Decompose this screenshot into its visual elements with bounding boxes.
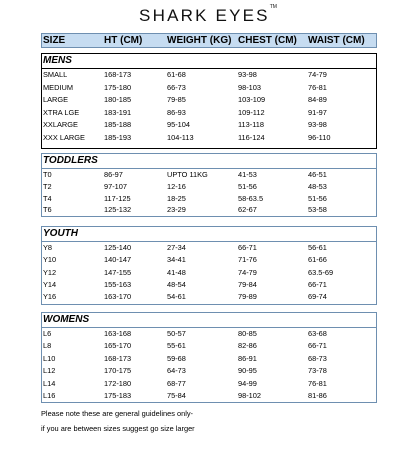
cell-weight: 12-16	[167, 181, 186, 191]
table-row	[42, 181, 376, 193]
cell-size: L10	[43, 353, 56, 363]
cell-chest: 79-84	[238, 279, 257, 289]
section-youth	[41, 226, 377, 305]
table-row	[42, 82, 376, 94]
cell-chest: 86-91	[238, 353, 257, 363]
cell-chest: 113-118	[238, 120, 265, 129]
trademark-mark: TM	[269, 4, 277, 10]
cell-size: XTRA LGE	[43, 107, 80, 117]
cell-waist: 48-53	[308, 181, 327, 191]
cell-weight: 55-61	[167, 341, 186, 351]
cell-height: 140-147	[104, 255, 132, 265]
brand-title	[0, 6, 416, 26]
table-row	[42, 242, 376, 254]
cell-weight: 75-84	[167, 391, 186, 400]
table-row	[42, 340, 376, 352]
cell-weight: 34-41	[167, 255, 186, 265]
cell-waist: 63-68	[308, 329, 327, 338]
table-row	[42, 291, 376, 303]
cell-height: 125-132	[104, 205, 132, 215]
cell-weight: 66-73	[167, 82, 186, 92]
cell-chest: 51-56	[238, 181, 257, 191]
table-row	[42, 365, 376, 377]
cell-weight: 23-29	[167, 205, 186, 215]
table-row	[42, 390, 376, 402]
cell-weight: 48-54	[167, 279, 186, 289]
cell-chest: 82-86	[238, 341, 257, 351]
cell-size: Y8	[43, 243, 53, 252]
cell-size: T4	[43, 193, 52, 203]
cell-chest: 79-89	[238, 292, 257, 302]
cell-height: 185-188	[104, 120, 132, 129]
cell-size: SMALL	[43, 70, 68, 79]
cell-size: Y16	[43, 292, 57, 302]
cell-waist: 76-81	[308, 82, 327, 92]
section-title-mens: MENS	[43, 55, 72, 66]
cell-size: T2	[43, 181, 52, 191]
section-womens	[41, 312, 377, 403]
cell-weight: UPTO 11KG	[167, 170, 208, 179]
cell-waist: 63.5-69	[308, 267, 334, 277]
column-header-bar	[41, 33, 377, 48]
table-row	[42, 254, 376, 266]
cell-size: L6	[43, 329, 52, 338]
cell-size: Y14	[43, 279, 57, 289]
table-row	[42, 94, 376, 106]
cell-height: 185-193	[104, 132, 132, 142]
cell-height: 172-180	[104, 378, 132, 388]
cell-weight: 79-85	[167, 95, 186, 104]
table-row	[42, 107, 376, 119]
section-title-womens: WOMENS	[43, 314, 90, 325]
cell-height: 175-180	[104, 82, 132, 92]
table-row	[42, 169, 376, 181]
table-row	[42, 279, 376, 291]
cell-chest: 98-103	[238, 82, 262, 92]
cell-chest: 62-67	[238, 205, 257, 215]
table-row	[42, 378, 376, 390]
cell-chest: 74-79	[238, 267, 257, 277]
cell-size: T0	[43, 170, 52, 179]
column-header-waist: WAIST (CM)	[308, 35, 365, 46]
brand-name: SHARK EYES	[139, 6, 270, 25]
cell-height: 175-183	[104, 391, 132, 400]
cell-chest: 98-102	[238, 391, 262, 400]
cell-chest: 94-99	[238, 378, 257, 388]
table-row	[42, 204, 376, 216]
cell-height: 183-191	[104, 107, 132, 117]
cell-weight: 68-77	[167, 378, 186, 388]
cell-size: L8	[43, 341, 52, 351]
cell-weight: 61-68	[167, 70, 186, 79]
cell-size: T6	[43, 205, 52, 215]
cell-waist: 56-61	[308, 243, 327, 252]
cell-size: LARGE	[43, 95, 69, 104]
cell-waist: 66-71	[308, 279, 327, 289]
cell-waist: 73-78	[308, 366, 327, 376]
section-toddlers	[41, 153, 377, 217]
guideline-note-line-1: Please note these are general guidelines only-	[41, 409, 194, 418]
cell-waist: 66-71	[308, 341, 327, 351]
cell-size: L12	[43, 366, 56, 376]
cell-waist: 68-73	[308, 353, 327, 363]
cell-chest: 103-109	[238, 95, 266, 104]
cell-weight: 50-57	[167, 329, 186, 338]
cell-waist: 74-79	[308, 70, 327, 79]
cell-height: 97-107	[104, 181, 128, 191]
cell-waist: 76-81	[308, 378, 327, 388]
cell-height: 168-173	[104, 353, 132, 363]
cell-height: 168-173	[104, 70, 132, 79]
cell-chest: 90-95	[238, 366, 257, 376]
section-title-toddlers: TODDLERS	[43, 155, 98, 166]
cell-height: 155-163	[104, 279, 132, 289]
cell-waist: 96-110	[308, 132, 331, 142]
cell-waist: 46-51	[308, 170, 327, 179]
cell-weight: 41-48	[167, 267, 186, 277]
cell-chest: 80-85	[238, 329, 257, 338]
cell-waist: 84-89	[308, 95, 327, 104]
cell-chest: 41-53	[238, 170, 257, 179]
cell-height: 117-125	[104, 193, 131, 203]
cell-chest: 66-71	[238, 243, 257, 252]
column-header-weight: WEIGHT (KG)	[167, 35, 232, 46]
cell-weight: 86-93	[167, 107, 186, 117]
cell-size: XXX LARGE	[43, 132, 85, 142]
cell-waist: 69-74	[308, 292, 327, 302]
column-header-size: SIZE	[43, 35, 66, 46]
cell-weight: 54-61	[167, 292, 186, 302]
table-row	[42, 69, 376, 81]
table-row	[42, 353, 376, 365]
cell-weight: 59-68	[167, 353, 186, 363]
cell-height: 170-175	[104, 366, 132, 376]
cell-height: 163-170	[104, 292, 132, 302]
cell-waist: 93-98	[308, 120, 327, 129]
cell-height: 180-185	[104, 95, 132, 104]
cell-size: Y10	[43, 255, 57, 265]
cell-waist: 81-86	[308, 391, 327, 400]
cell-waist: 61-66	[308, 255, 327, 265]
cell-height: 125-140	[104, 243, 132, 252]
cell-chest: 116-124	[238, 132, 265, 142]
cell-weight: 18-25	[167, 193, 186, 203]
cell-height: 147-155	[104, 267, 132, 277]
table-row	[42, 132, 376, 144]
cell-chest: 58-63.5	[238, 193, 264, 203]
table-row	[42, 267, 376, 279]
table-row	[42, 328, 376, 340]
cell-size: Y12	[43, 267, 57, 277]
cell-size: L16	[43, 391, 56, 400]
cell-size: XXLARGE	[43, 120, 78, 129]
column-header-height: HT (CM)	[104, 35, 143, 46]
cell-weight: 64-73	[167, 366, 186, 376]
cell-waist: 53-58	[308, 205, 327, 215]
table-row	[42, 193, 376, 205]
cell-height: 86-97	[104, 170, 123, 179]
cell-chest: 71-76	[238, 255, 257, 265]
cell-waist: 51-56	[308, 193, 327, 203]
cell-height: 165-170	[104, 341, 132, 351]
cell-size: MEDIUM	[43, 82, 73, 92]
cell-weight: 104-113	[167, 132, 194, 142]
section-mens	[41, 53, 377, 149]
cell-chest: 109-112	[238, 107, 265, 117]
guideline-note-line-2: if you are between sizes suggest go size larger	[41, 424, 195, 433]
cell-weight: 27-34	[167, 243, 186, 252]
section-title-youth: YOUTH	[43, 228, 78, 239]
cell-weight: 95-104	[167, 120, 191, 129]
cell-chest: 93-98	[238, 70, 257, 79]
column-header-chest: CHEST (CM)	[238, 35, 297, 46]
cell-waist: 91-97	[308, 107, 327, 117]
table-row	[42, 119, 376, 131]
cell-height: 163-168	[104, 329, 132, 338]
cell-size: L14	[43, 378, 56, 388]
